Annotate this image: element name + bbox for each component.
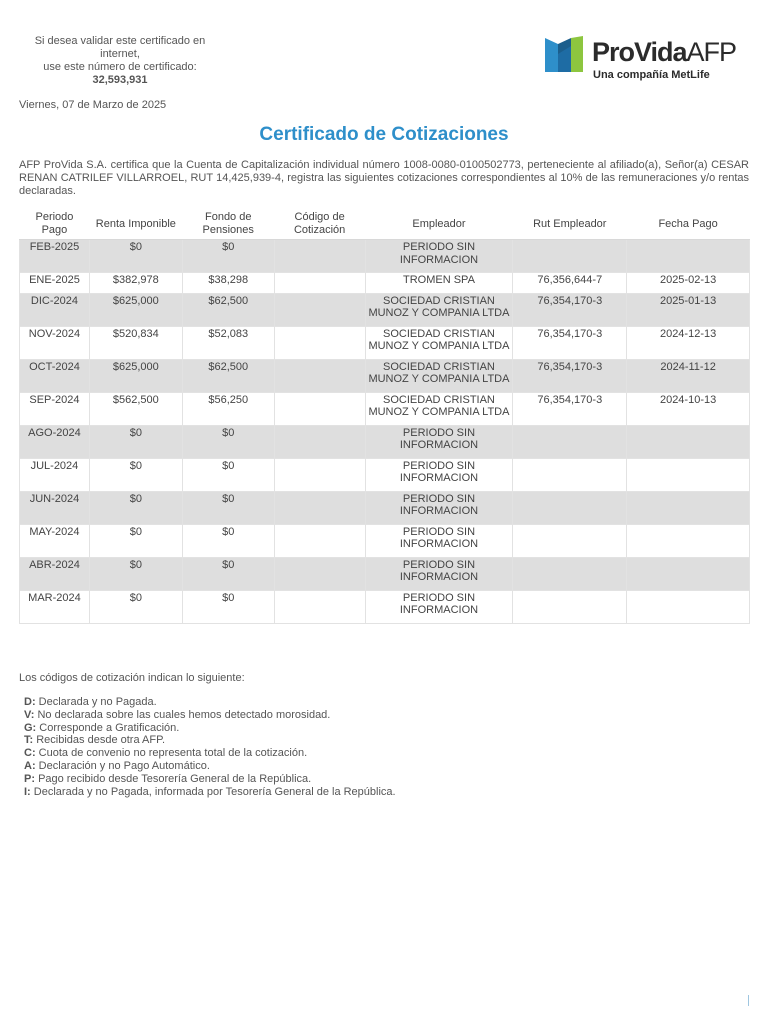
- cell-renta-imponible: $0: [89, 524, 182, 557]
- cell-empleador: PERIODO SIN INFORMACION: [365, 425, 513, 458]
- cell-empleador: SOCIEDAD CRISTIAN MUNOZ Y COMPANIA LTDA: [365, 326, 513, 359]
- header-renta-imponible: Renta Imponible: [89, 209, 182, 240]
- provida-logo-mark-icon: [545, 36, 585, 72]
- cell-periodo-pago: AGO-2024: [20, 425, 90, 458]
- cell-fondo-pensiones: $0: [182, 491, 274, 524]
- legend-description: Corresponde a Gratificación.: [39, 721, 180, 734]
- cell-renta-imponible: $625,000: [89, 359, 182, 392]
- cell-codigo-cotizacion: [274, 326, 365, 359]
- cell-renta-imponible: $0: [89, 491, 182, 524]
- cell-periodo-pago: FEB-2025: [20, 240, 90, 273]
- logo-brand-bold: ProVida: [592, 37, 687, 67]
- cell-codigo-cotizacion: [274, 590, 365, 623]
- provida-logo: [545, 35, 755, 85]
- cell-fecha-pago: 2025-02-13: [627, 273, 750, 294]
- cell-renta-imponible: $0: [89, 240, 182, 273]
- logo-wordmark: [592, 35, 736, 69]
- legend-code: V:: [24, 708, 35, 721]
- cell-periodo-pago: ENE-2025: [20, 273, 90, 294]
- cell-empleador: PERIODO SIN INFORMACION: [365, 491, 513, 524]
- cell-fecha-pago: [627, 590, 750, 623]
- cell-fondo-pensiones: $56,250: [182, 392, 274, 425]
- cell-rut-empleador: [513, 590, 627, 623]
- cell-periodo-pago: JUL-2024: [20, 458, 90, 491]
- cell-empleador: SOCIEDAD CRISTIAN MUNOZ Y COMPANIA LTDA: [365, 359, 513, 392]
- cell-fecha-pago: 2024-11-12: [627, 359, 750, 392]
- legend-item: [24, 760, 396, 773]
- cell-fondo-pensiones: $0: [182, 557, 274, 590]
- page-corner-mark: [748, 995, 749, 1006]
- legend-item: [24, 773, 396, 786]
- cell-codigo-cotizacion: [274, 491, 365, 524]
- cell-periodo-pago: NOV-2024: [20, 326, 90, 359]
- header-empleador: Empleador: [365, 209, 513, 240]
- cell-fondo-pensiones: $62,500: [182, 293, 274, 326]
- cell-fondo-pensiones: $0: [182, 425, 274, 458]
- cell-fondo-pensiones: $0: [182, 590, 274, 623]
- codes-legend: [24, 696, 396, 798]
- legend-item: [24, 696, 396, 709]
- cell-rut-empleador: [513, 491, 627, 524]
- cell-renta-imponible: $0: [89, 458, 182, 491]
- cell-renta-imponible: $562,500: [89, 392, 182, 425]
- certificate-number: 32,593,931: [92, 74, 148, 86]
- legend-code: D:: [24, 696, 36, 708]
- legend-code: I:: [24, 785, 31, 798]
- cell-fecha-pago: 2024-10-13: [627, 392, 750, 425]
- codes-legend-intro: Los códigos de cotización indican lo siguiente:: [19, 672, 245, 684]
- cell-codigo-cotizacion: [274, 524, 365, 557]
- document-title: Certificado de Cotizaciones: [259, 124, 509, 145]
- cell-fecha-pago: [627, 240, 750, 273]
- cell-renta-imponible: $520,834: [89, 326, 182, 359]
- cell-fondo-pensiones: $0: [182, 240, 274, 273]
- cell-rut-empleador: 76,354,170-3: [513, 392, 627, 425]
- cell-codigo-cotizacion: [274, 273, 365, 294]
- contributions-table: [19, 209, 750, 624]
- cell-codigo-cotizacion: [274, 359, 365, 392]
- cell-periodo-pago: SEP-2024: [20, 392, 90, 425]
- cell-renta-imponible: $382,978: [89, 273, 182, 294]
- table-row: [20, 240, 750, 273]
- table-row: [20, 458, 750, 491]
- cell-fecha-pago: [627, 491, 750, 524]
- cell-periodo-pago: DIC-2024: [20, 293, 90, 326]
- cell-periodo-pago: ABR-2024: [20, 557, 90, 590]
- cell-codigo-cotizacion: [274, 458, 365, 491]
- validation-instruction-line-1: Si desea validar este certificado en internet,: [34, 35, 206, 60]
- logo-brand-light: AFP: [686, 37, 737, 67]
- cell-rut-empleador: [513, 425, 627, 458]
- cell-empleador: SOCIEDAD CRISTIAN MUNOZ Y COMPANIA LTDA: [365, 293, 513, 326]
- legend-item: [24, 747, 396, 760]
- cell-rut-empleador: [513, 240, 627, 273]
- cell-periodo-pago: MAR-2024: [20, 590, 90, 623]
- cell-rut-empleador: 76,356,644-7: [513, 273, 627, 294]
- cell-fondo-pensiones: $0: [182, 524, 274, 557]
- logo-tagline: Una compañía MetLife: [593, 69, 710, 81]
- table-header-row: [20, 209, 750, 240]
- validation-instruction-line-2: use este número de certificado:: [43, 61, 197, 73]
- certificate-validation-note: [20, 35, 220, 87]
- cell-empleador: PERIODO SIN INFORMACION: [365, 458, 513, 491]
- cell-empleador: PERIODO SIN INFORMACION: [365, 524, 513, 557]
- legend-description: No declarada sobre las cuales hemos detectado morosidad.: [37, 708, 331, 721]
- cell-periodo-pago: OCT-2024: [20, 359, 90, 392]
- cell-codigo-cotizacion: [274, 557, 365, 590]
- legend-description: Cuota de convenio no representa total de la cotización.: [38, 747, 308, 760]
- table-body: [20, 240, 750, 624]
- cell-fondo-pensiones: $0: [182, 458, 274, 491]
- cell-rut-empleador: [513, 458, 627, 491]
- cell-fondo-pensiones: $52,083: [182, 326, 274, 359]
- legend-description: Declarada y no Pagada, informada por Tesorería General de la República.: [33, 785, 396, 798]
- legend-description: Pago recibido desde Tesorería General de la República.: [38, 772, 312, 785]
- cell-empleador: SOCIEDAD CRISTIAN MUNOZ Y COMPANIA LTDA: [365, 392, 513, 425]
- table-row: [20, 557, 750, 590]
- cell-codigo-cotizacion: [274, 425, 365, 458]
- cell-rut-empleador: [513, 557, 627, 590]
- cell-fecha-pago: 2024-12-13: [627, 326, 750, 359]
- cell-fecha-pago: [627, 557, 750, 590]
- table-row: [20, 392, 750, 425]
- legend-description: Declaración y no Pago Automático.: [38, 759, 210, 772]
- cell-fondo-pensiones: $38,298: [182, 273, 274, 294]
- table-row: [20, 425, 750, 458]
- cell-periodo-pago: JUN-2024: [20, 491, 90, 524]
- cell-fondo-pensiones: $62,500: [182, 359, 274, 392]
- cell-fecha-pago: [627, 458, 750, 491]
- header-codigo-cotizacion: Código de Cotización: [274, 209, 365, 240]
- header-fecha-pago: Fecha Pago: [627, 209, 750, 240]
- cell-renta-imponible: $625,000: [89, 293, 182, 326]
- legend-code: T:: [24, 734, 34, 747]
- cell-empleador: PERIODO SIN INFORMACION: [365, 240, 513, 273]
- cell-empleador: TROMEN SPA: [365, 273, 513, 294]
- legend-item: [24, 709, 396, 722]
- cell-periodo-pago: MAY-2024: [20, 524, 90, 557]
- cell-rut-empleador: 76,354,170-3: [513, 326, 627, 359]
- cell-codigo-cotizacion: [274, 392, 365, 425]
- legend-code: C:: [24, 747, 36, 760]
- cell-renta-imponible: $0: [89, 590, 182, 623]
- header-rut-empleador: Rut Empleador: [513, 209, 627, 240]
- cell-empleador: PERIODO SIN INFORMACION: [365, 590, 513, 623]
- cell-empleador: PERIODO SIN INFORMACION: [365, 557, 513, 590]
- table-row: [20, 491, 750, 524]
- legend-item: [24, 722, 396, 735]
- cell-fecha-pago: 2025-01-13: [627, 293, 750, 326]
- table-row: [20, 590, 750, 623]
- issue-date: Viernes, 07 de Marzo de 2025: [19, 99, 167, 111]
- cell-fecha-pago: [627, 425, 750, 458]
- cell-rut-empleador: 76,354,170-3: [513, 359, 627, 392]
- cell-renta-imponible: $0: [89, 557, 182, 590]
- legend-code: P:: [24, 772, 35, 785]
- table-row: [20, 293, 750, 326]
- cell-rut-empleador: [513, 524, 627, 557]
- cell-rut-empleador: 76,354,170-3: [513, 293, 627, 326]
- cell-fecha-pago: [627, 524, 750, 557]
- certification-paragraph: AFP ProVida S.A. certifica que la Cuenta de Capitalización individual número 1008-0080-0100502773, perteneciente al afiliado(a), Señor(a) CESAR RENAN CATRILEF VILLARROEL, RUT 14,425,939-4, registra las siguientes cotizaciones correspondientes al 10% de las remuneraciones y/o rentas declaradas.: [19, 159, 749, 197]
- header-fondo-pensiones: Fondo de Pensiones: [182, 209, 274, 240]
- cell-renta-imponible: $0: [89, 425, 182, 458]
- cell-codigo-cotizacion: [274, 240, 365, 273]
- header-periodo-pago: Periodo Pago: [20, 209, 90, 240]
- legend-code: A:: [24, 759, 36, 772]
- table-row: [20, 524, 750, 557]
- table-row: [20, 359, 750, 392]
- cell-codigo-cotizacion: [274, 293, 365, 326]
- legend-description: Recibidas desde otra AFP.: [36, 734, 166, 747]
- table-row: [20, 326, 750, 359]
- legend-description: Declarada y no Pagada.: [38, 696, 157, 708]
- legend-item: [24, 734, 396, 747]
- table-row: [20, 273, 750, 294]
- legend-item: [24, 786, 396, 799]
- legend-code: G:: [24, 721, 37, 734]
